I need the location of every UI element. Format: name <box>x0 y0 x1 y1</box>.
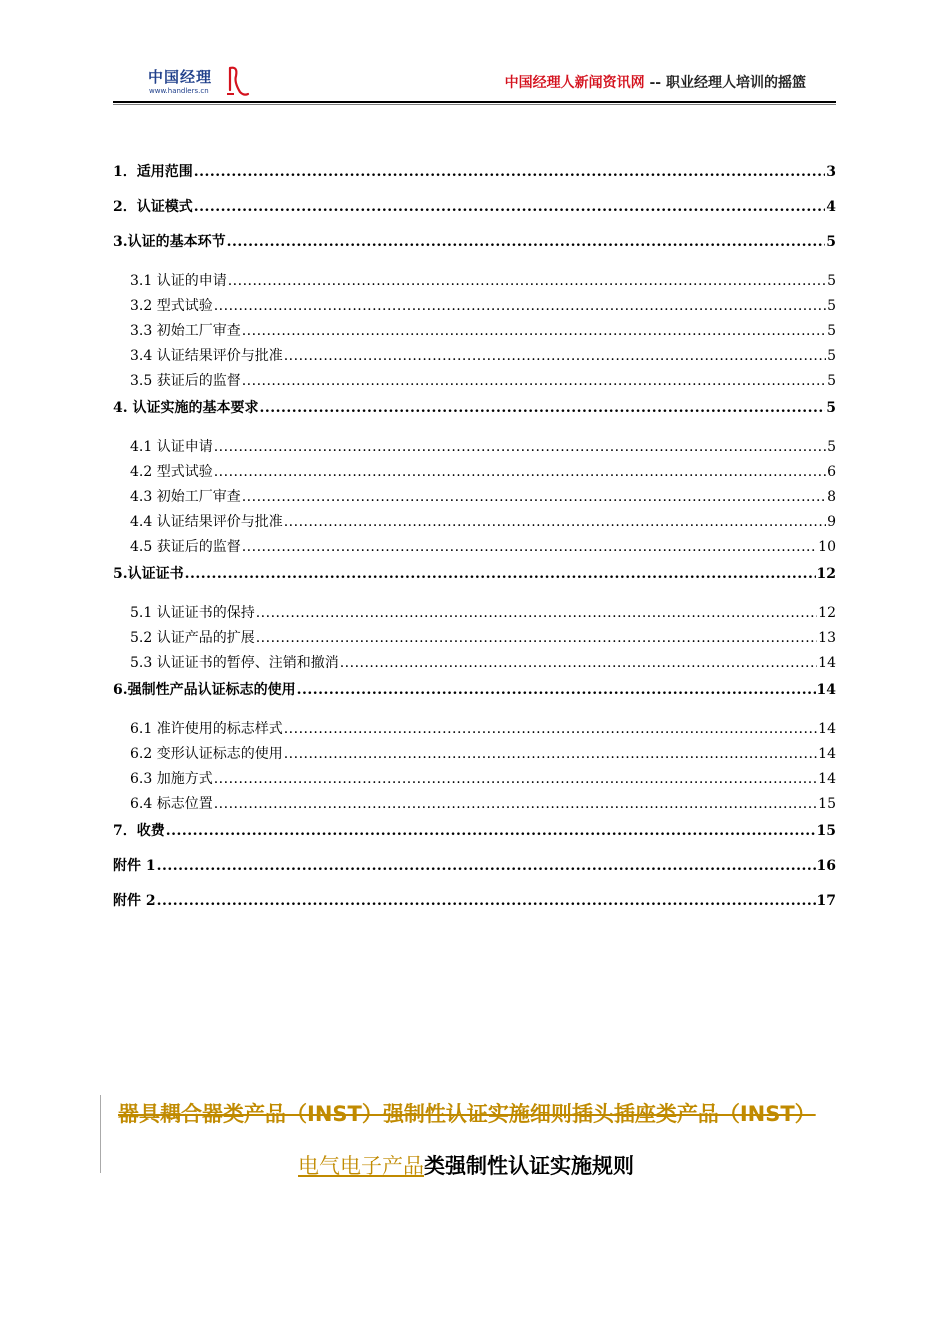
toc-leader <box>166 817 816 846</box>
toc-leader <box>194 193 826 222</box>
toc-label: 3.认证的基本环节 <box>113 234 226 250</box>
toc-leader <box>214 294 826 319</box>
toc-page-number: 5 <box>827 439 836 455</box>
toc-page-number: 14 <box>818 721 836 737</box>
toc-page-number: 5 <box>827 348 836 364</box>
toc-label: 4.2 型式试验 <box>130 464 213 480</box>
toc-label: 3.2 型式试验 <box>130 298 213 314</box>
table-of-contents <box>113 158 836 922</box>
toc-subentry[interactable] <box>113 510 836 535</box>
logo-mark-icon <box>224 64 250 98</box>
toc-label: 4. 认证实施的基本要求 <box>113 400 259 416</box>
toc-leader <box>242 485 826 510</box>
toc-label: 1．适用范围 <box>113 164 193 180</box>
logo-text: 中国经理 <box>148 68 213 86</box>
header-rule <box>113 101 836 103</box>
toc-label: 6.2 变形认证标志的使用 <box>130 746 283 762</box>
toc-subentry[interactable] <box>113 742 836 767</box>
toc-label: 附件 1 <box>113 858 156 874</box>
toc-subentry[interactable] <box>113 485 836 510</box>
toc-label: 5.2 认证产品的扩展 <box>130 630 255 646</box>
toc-label: 5.认证证书 <box>113 566 184 582</box>
toc-subentry[interactable] <box>113 717 836 742</box>
toc-page-number: 5 <box>827 273 836 289</box>
toc-leader <box>242 369 826 394</box>
toc-leader <box>228 269 826 294</box>
page-header <box>113 62 836 106</box>
toc-page-number: 5 <box>827 373 836 389</box>
logo <box>148 66 248 100</box>
toc-label: 4.4 认证结果评价与批准 <box>130 514 283 530</box>
toc-entry[interactable] <box>113 676 836 711</box>
toc-subentry[interactable] <box>113 294 836 319</box>
toc-label: 3.3 初始工厂审查 <box>130 323 241 339</box>
toc-leader <box>297 676 816 705</box>
toc-label: 3.5 获证后的监督 <box>130 373 241 389</box>
toc-leader <box>214 435 826 460</box>
toc-label: 5.1 认证证书的保持 <box>130 605 255 621</box>
toc-subentry[interactable] <box>113 535 836 560</box>
toc-label: 6.强制性产品认证标志的使用 <box>113 682 296 698</box>
toc-leader <box>214 460 826 485</box>
toc-subentry[interactable] <box>113 626 836 651</box>
toc-leader <box>256 601 817 626</box>
toc-subentry[interactable] <box>113 792 836 817</box>
toc-subentry[interactable] <box>113 319 836 344</box>
toc-page-number: 14 <box>818 655 836 671</box>
toc-leader <box>214 767 817 792</box>
toc-page-number: 16 <box>816 858 836 874</box>
toc-subentry[interactable] <box>113 651 836 676</box>
title-deleted-text: 器具耦合器类产品（INST）强制性认证实施细则插头插座类产品（INST） <box>118 1102 816 1126</box>
title-inserted-text: 电气电子产品 <box>298 1154 424 1178</box>
toc-page-number: 5 <box>827 323 836 339</box>
toc-page-number: 8 <box>827 489 836 505</box>
slogan-site-name: 中国经理人新闻资讯网 <box>504 75 645 91</box>
toc-page-number: 14 <box>816 682 836 698</box>
header-rule-thin <box>113 104 836 105</box>
toc-label: 3.4 认证结果评价与批准 <box>130 348 283 364</box>
toc-label: 2．认证模式 <box>113 199 193 215</box>
toc-leader <box>214 792 817 817</box>
toc-leader <box>194 158 826 187</box>
toc-leader <box>227 228 826 257</box>
toc-subentry[interactable] <box>113 369 836 394</box>
toc-entry[interactable] <box>113 158 836 193</box>
toc-leader <box>242 319 826 344</box>
toc-entry[interactable] <box>113 817 836 852</box>
toc-page-number: 4 <box>826 199 836 215</box>
toc-leader <box>256 626 817 651</box>
toc-page-number: 14 <box>818 771 836 787</box>
toc-subentry[interactable] <box>113 460 836 485</box>
toc-page-number: 14 <box>818 746 836 762</box>
toc-label: 6.3 加施方式 <box>130 771 213 787</box>
toc-subentry[interactable] <box>113 269 836 294</box>
toc-label: 附件 2 <box>113 893 156 909</box>
toc-entry[interactable] <box>113 887 836 922</box>
toc-page-number: 9 <box>827 514 836 530</box>
toc-subentry[interactable] <box>113 601 836 626</box>
toc-page-number: 17 <box>816 893 836 909</box>
toc-leader <box>260 394 826 423</box>
toc-leader <box>157 887 816 916</box>
toc-leader <box>185 560 816 589</box>
revision-bar <box>100 1095 101 1173</box>
toc-label: 3.1 认证的申请 <box>130 273 227 289</box>
toc-leader <box>242 535 817 560</box>
toc-leader <box>284 510 826 535</box>
toc-label: 4.1 认证申请 <box>130 439 213 455</box>
toc-entry[interactable] <box>113 560 836 595</box>
toc-page-number: 3 <box>826 164 836 180</box>
toc-leader <box>157 852 816 881</box>
header-slogan <box>505 72 806 92</box>
toc-page-number: 15 <box>816 823 836 839</box>
toc-page-number: 5 <box>826 234 836 250</box>
toc-label: 4.5 获证后的监督 <box>130 539 241 555</box>
toc-page-number: 15 <box>818 796 836 812</box>
toc-page-number: 12 <box>818 605 836 621</box>
toc-leader <box>340 651 817 676</box>
toc-leader <box>284 344 826 369</box>
logo-url: www.handlers.cn <box>149 87 209 95</box>
title-line <box>298 1150 634 1180</box>
toc-page-number: 6 <box>827 464 836 480</box>
toc-page-number: 12 <box>816 566 836 582</box>
toc-subentry[interactable] <box>113 767 836 792</box>
toc-label: 6.4 标志位置 <box>130 796 213 812</box>
toc-entry[interactable] <box>113 228 836 263</box>
toc-label: 6.1 准许使用的标志样式 <box>130 721 283 737</box>
toc-page-number: 5 <box>826 400 836 416</box>
slogan-tagline: -- 职业经理人培训的摇篮 <box>649 75 806 91</box>
toc-page-number: 5 <box>827 298 836 314</box>
title-rest-text: 类强制性认证实施规则 <box>424 1154 634 1178</box>
toc-entry[interactable] <box>113 394 836 429</box>
toc-page-number: 13 <box>818 630 836 646</box>
toc-leader <box>284 717 817 742</box>
toc-entry[interactable] <box>113 852 836 887</box>
toc-entry[interactable] <box>113 193 836 228</box>
toc-subentry[interactable] <box>113 435 836 460</box>
toc-label: 7．收费 <box>113 823 165 839</box>
toc-leader <box>284 742 817 767</box>
toc-subentry[interactable] <box>113 344 836 369</box>
toc-page-number: 10 <box>818 539 836 555</box>
toc-label: 5.3 认证证书的暂停、注销和撤消 <box>130 655 339 671</box>
toc-label: 4.3 初始工厂审查 <box>130 489 241 505</box>
